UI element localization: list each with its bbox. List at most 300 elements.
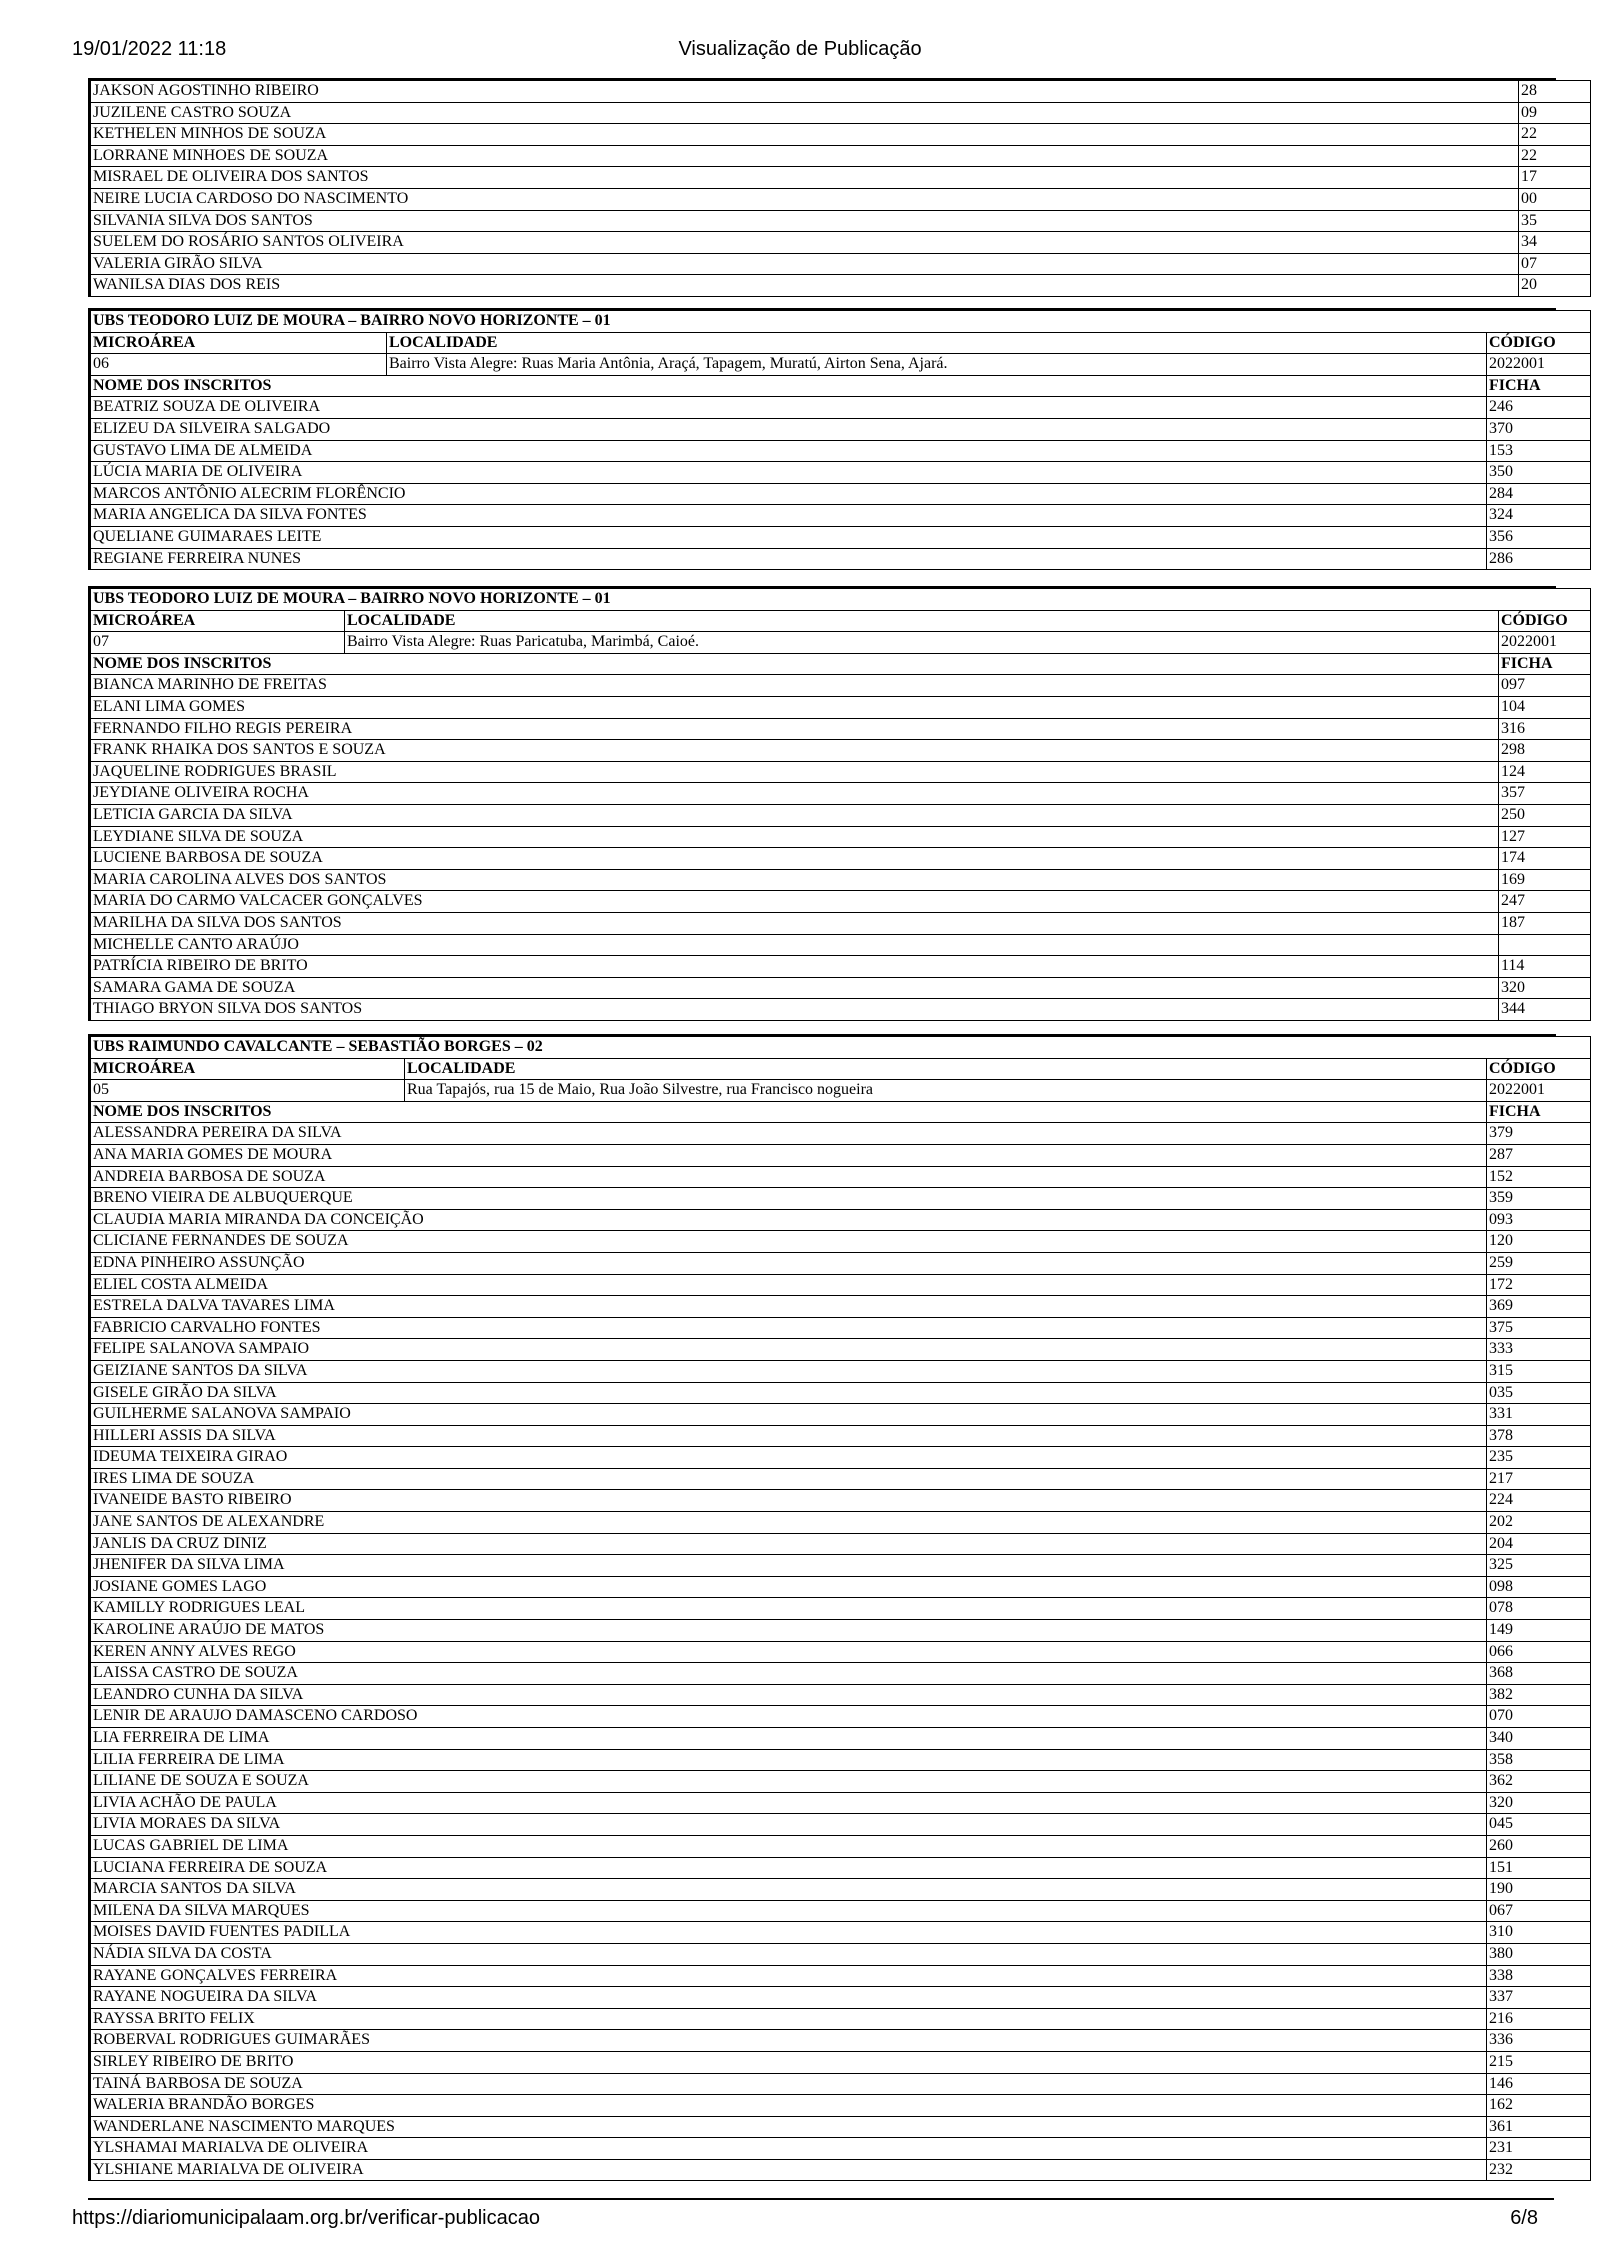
form-number: 215 — [1487, 2051, 1591, 2073]
column-header-codigo: CÓDIGO — [1487, 332, 1591, 354]
table-row — [91, 1728, 1591, 1750]
table-row — [91, 2008, 1591, 2030]
table-row — [91, 1144, 1591, 1166]
column-header-microarea: MICROÁREA — [91, 610, 345, 632]
form-number: 120 — [1487, 1231, 1591, 1253]
form-number: 35 — [1519, 210, 1591, 232]
table-row — [91, 462, 1591, 484]
table-row — [91, 1490, 1591, 1512]
form-number — [1499, 934, 1591, 956]
registrant-name: LETICIA GARCIA DA SILVA — [91, 804, 1499, 826]
section-ubs-raimundo-05 — [88, 1034, 1556, 2181]
table-row — [91, 1209, 1591, 1231]
table-row — [91, 232, 1591, 254]
page-bottom-rule — [88, 2198, 1554, 2200]
form-number: 320 — [1487, 1792, 1591, 1814]
microarea-value: 07 — [91, 632, 345, 654]
form-number: 378 — [1487, 1425, 1591, 1447]
microarea-row — [91, 354, 1591, 376]
registrant-name: LUCIENE BARBOSA DE SOUZA — [91, 848, 1499, 870]
table-row — [91, 210, 1591, 232]
registrant-name: QUELIANE GUIMARAES LEITE — [91, 526, 1487, 548]
form-number: 098 — [1487, 1576, 1591, 1598]
registrant-name: LAISSA CASTRO DE SOUZA — [91, 1663, 1487, 1685]
form-number: 162 — [1487, 2095, 1591, 2117]
form-number: 224 — [1487, 1490, 1591, 1512]
registrant-name: TAINÁ BARBOSA DE SOUZA — [91, 2073, 1487, 2095]
registrant-name: MARIA DO CARMO VALCACER GONÇALVES — [91, 891, 1499, 913]
registrant-name: MARILHA DA SILVA DOS SANTOS — [91, 912, 1499, 934]
registrant-name: SUELEM DO ROSÁRIO SANTOS OLIVEIRA — [91, 232, 1519, 254]
form-number: 035 — [1487, 1382, 1591, 1404]
registrant-name: LENIR DE ARAUJO DAMASCENO CARDOSO — [91, 1706, 1487, 1728]
form-number: 336 — [1487, 2030, 1591, 2052]
form-number: 153 — [1487, 440, 1591, 462]
section-ubs-teodoro-07 — [88, 586, 1568, 1021]
table-row — [91, 102, 1591, 124]
column-header-microarea: MICROÁREA — [91, 1058, 405, 1080]
table-row — [91, 2138, 1591, 2160]
section-title: UBS TEODORO LUIZ DE MOURA – BAIRRO NOVO HORIZONTE – 01 — [91, 589, 1591, 611]
form-number: 00 — [1519, 188, 1591, 210]
table-row — [91, 891, 1591, 913]
table-row — [91, 999, 1591, 1021]
form-number: 232 — [1487, 2159, 1591, 2181]
registrant-name: YLSHAMAI MARIALVA DE OLIVEIRA — [91, 2138, 1487, 2160]
table-row — [91, 81, 1591, 103]
form-number: 331 — [1487, 1404, 1591, 1426]
form-number: 333 — [1487, 1339, 1591, 1361]
column-header-codigo: CÓDIGO — [1499, 610, 1591, 632]
header-row — [91, 332, 1591, 354]
registrant-name: BRENO VIEIRA DE ALBUQUERQUE — [91, 1188, 1487, 1210]
form-number: 146 — [1487, 2073, 1591, 2095]
section-ubs-teodoro-06 — [88, 308, 1556, 570]
form-number: 357 — [1499, 783, 1591, 805]
form-number: 149 — [1487, 1620, 1591, 1642]
table-row — [91, 718, 1591, 740]
table-row — [91, 1965, 1591, 1987]
form-number: 375 — [1487, 1317, 1591, 1339]
table-row — [91, 1425, 1591, 1447]
table-row — [91, 1706, 1591, 1728]
registrant-name: WANDERLANE NASCIMENTO MARQUES — [91, 2116, 1487, 2138]
table-row — [91, 1447, 1591, 1469]
registrant-name: LÚCIA MARIA DE OLIVEIRA — [91, 462, 1487, 484]
registrant-name: FERNANDO FILHO REGIS PEREIRA — [91, 718, 1499, 740]
form-number: 358 — [1487, 1749, 1591, 1771]
column-header-ficha: FICHA — [1487, 375, 1591, 397]
form-number: 246 — [1487, 397, 1591, 419]
registrant-name: JHENIFER DA SILVA LIMA — [91, 1555, 1487, 1577]
localidade-value: Rua Tapajós, rua 15 de Maio, Rua João Silvestre, rua Francisco nogueira — [405, 1080, 1487, 1102]
form-number: 298 — [1499, 740, 1591, 762]
registrant-name: WALERIA BRANDÃO BORGES — [91, 2095, 1487, 2117]
column-header-ficha: FICHA — [1487, 1101, 1591, 1123]
names-header-row — [91, 375, 1591, 397]
form-number: 340 — [1487, 1728, 1591, 1750]
table-row — [91, 1317, 1591, 1339]
names-header-row — [91, 1101, 1591, 1123]
form-number: 070 — [1487, 1706, 1591, 1728]
column-header-microarea: MICROÁREA — [91, 332, 387, 354]
form-number: 316 — [1499, 718, 1591, 740]
form-number: 127 — [1499, 826, 1591, 848]
registrant-name: MARIA CAROLINA ALVES DOS SANTOS — [91, 869, 1499, 891]
form-number: 361 — [1487, 2116, 1591, 2138]
form-number: 22 — [1519, 124, 1591, 146]
section-title-row — [91, 1037, 1591, 1059]
form-number: 172 — [1487, 1274, 1591, 1296]
form-number: 078 — [1487, 1598, 1591, 1620]
registrant-name: MARCIA SANTOS DA SILVA — [91, 1879, 1487, 1901]
table-row — [91, 1857, 1591, 1879]
table-row — [91, 1382, 1591, 1404]
table-row — [91, 2073, 1591, 2095]
table-row — [91, 1468, 1591, 1490]
table-row — [91, 418, 1591, 440]
table-row — [91, 977, 1591, 999]
column-header-ficha: FICHA — [1499, 653, 1591, 675]
header-row — [91, 610, 1591, 632]
form-number: 190 — [1487, 1879, 1591, 1901]
table-row — [91, 675, 1591, 697]
registrant-name: HILLERI ASSIS DA SILVA — [91, 1425, 1487, 1447]
registrant-name: RAYANE NOGUEIRA DA SILVA — [91, 1987, 1487, 2009]
microarea-value: 06 — [91, 354, 387, 376]
registrant-name: NÁDIA SILVA DA COSTA — [91, 1943, 1487, 1965]
table-row — [91, 1943, 1591, 1965]
registrant-name: CLAUDIA MARIA MIRANDA DA CONCEIÇÃO — [91, 1209, 1487, 1231]
form-number: 22 — [1519, 145, 1591, 167]
column-header-localidade: LOCALIDADE — [387, 332, 1487, 354]
registrant-name: VALERIA GIRÃO SILVA — [91, 253, 1519, 275]
registrant-name: JAKSON AGOSTINHO RIBEIRO — [91, 81, 1519, 103]
page-footer — [0, 2207, 1600, 2237]
registrant-name: BIANCA MARINHO DE FREITAS — [91, 675, 1499, 697]
table-row — [91, 1404, 1591, 1426]
form-number: 310 — [1487, 1922, 1591, 1944]
page-header — [0, 38, 1600, 68]
registrant-name: LILIA FERREIRA DE LIMA — [91, 1749, 1487, 1771]
registrant-name: KETHELEN MINHOS DE SOUZA — [91, 124, 1519, 146]
table-row — [91, 2116, 1591, 2138]
table-row — [91, 826, 1591, 848]
codigo-value: 2022001 — [1487, 354, 1591, 376]
registrant-name: ELANI LIMA GOMES — [91, 696, 1499, 718]
table-row — [91, 1274, 1591, 1296]
registrant-name: IRES LIMA DE SOUZA — [91, 1468, 1487, 1490]
codigo-value: 2022001 — [1499, 632, 1591, 654]
table-row — [91, 848, 1591, 870]
registrant-name: REGIANE FERREIRA NUNES — [91, 548, 1487, 570]
column-header-localidade: LOCALIDADE — [405, 1058, 1487, 1080]
page-number: 6/8 — [1510, 2207, 1538, 2229]
registrant-name: MICHELLE CANTO ARAÚJO — [91, 934, 1499, 956]
table-row — [91, 2051, 1591, 2073]
form-number: 07 — [1519, 253, 1591, 275]
form-number: 231 — [1487, 2138, 1591, 2160]
form-number: 216 — [1487, 2008, 1591, 2030]
form-number: 28 — [1519, 81, 1591, 103]
table-row — [91, 1296, 1591, 1318]
registrant-name: THIAGO BRYON SILVA DOS SANTOS — [91, 999, 1499, 1021]
table-row — [91, 1835, 1591, 1857]
table-row — [91, 934, 1591, 956]
table-row — [91, 548, 1591, 570]
registrant-name: JAQUELINE RODRIGUES BRASIL — [91, 761, 1499, 783]
table-row — [91, 1684, 1591, 1706]
registrant-name: MOISES DAVID FUENTES PADILLA — [91, 1922, 1487, 1944]
form-number: 202 — [1487, 1512, 1591, 1534]
registrant-name: BEATRIZ SOUZA DE OLIVEIRA — [91, 397, 1487, 419]
registrant-name: JANE SANTOS DE ALEXANDRE — [91, 1512, 1487, 1534]
registrant-name: JUZILENE CASTRO SOUZA — [91, 102, 1519, 124]
table-row — [91, 505, 1591, 527]
form-number: 369 — [1487, 1296, 1591, 1318]
table-row — [91, 1555, 1591, 1577]
form-number: 235 — [1487, 1447, 1591, 1469]
form-number: 20 — [1519, 275, 1591, 297]
table-row — [91, 1620, 1591, 1642]
registrant-name: KEREN ANNY ALVES REGO — [91, 1641, 1487, 1663]
registrant-name: KAMILLY RODRIGUES LEAL — [91, 1598, 1487, 1620]
form-number: 259 — [1487, 1252, 1591, 1274]
form-number: 325 — [1487, 1555, 1591, 1577]
continuation-table — [88, 78, 1556, 297]
table-row — [91, 1123, 1591, 1145]
registrant-name: WANILSA DIAS DOS REIS — [91, 275, 1519, 297]
header-row — [91, 1058, 1591, 1080]
table-row — [91, 1360, 1591, 1382]
registrant-name: FABRICIO CARVALHO FONTES — [91, 1317, 1487, 1339]
registrant-name: EDNA PINHEIRO ASSUNÇÃO — [91, 1252, 1487, 1274]
form-number: 151 — [1487, 1857, 1591, 1879]
registrant-name: ALESSANDRA PEREIRA DA SILVA — [91, 1123, 1487, 1145]
column-header-nome: NOME DOS INSCRITOS — [91, 375, 1487, 397]
table-row — [91, 1814, 1591, 1836]
table-row — [91, 167, 1591, 189]
microarea-row — [91, 632, 1591, 654]
form-number: 152 — [1487, 1166, 1591, 1188]
registrant-name: NEIRE LUCIA CARDOSO DO NASCIMENTO — [91, 188, 1519, 210]
form-number: 315 — [1487, 1360, 1591, 1382]
registrant-name: CLICIANE FERNANDES DE SOUZA — [91, 1231, 1487, 1253]
table-row — [91, 526, 1591, 548]
registrant-name: RAYSSA BRITO FELIX — [91, 2008, 1487, 2030]
table-row — [91, 275, 1591, 297]
registrant-name: ESTRELA DALVA TAVARES LIMA — [91, 1296, 1487, 1318]
table-row — [91, 483, 1591, 505]
table-row — [91, 1641, 1591, 1663]
table-row — [91, 696, 1591, 718]
registrant-name: MARIA ANGELICA DA SILVA FONTES — [91, 505, 1487, 527]
registrant-name: ROBERVAL RODRIGUES GUIMARÃES — [91, 2030, 1487, 2052]
table-row — [91, 2159, 1591, 2181]
registrant-name: MISRAEL DE OLIVEIRA DOS SANTOS — [91, 167, 1519, 189]
form-number: 284 — [1487, 483, 1591, 505]
table-row — [91, 2030, 1591, 2052]
form-number: 247 — [1499, 891, 1591, 913]
registrant-name: GISELE GIRÃO DA SILVA — [91, 1382, 1487, 1404]
registrant-name: PATRÍCIA RIBEIRO DE BRITO — [91, 956, 1499, 978]
table-row — [91, 1749, 1591, 1771]
section-title-row — [91, 311, 1591, 333]
registrant-name: ANDREIA BARBOSA DE SOUZA — [91, 1166, 1487, 1188]
form-number: 356 — [1487, 526, 1591, 548]
print-datetime: 19/01/2022 11:18 — [72, 38, 227, 60]
form-number: 17 — [1519, 167, 1591, 189]
form-number: 066 — [1487, 1641, 1591, 1663]
form-number: 09 — [1519, 102, 1591, 124]
table-row — [91, 1771, 1591, 1793]
registrant-name: LUCAS GABRIEL DE LIMA — [91, 1835, 1487, 1857]
source-url: https://diariomunicipalaam.org.br/verificar-publicacao — [72, 2207, 540, 2229]
registrant-name: LORRANE MINHOES DE SOUZA — [91, 145, 1519, 167]
page-title: Visualização de Publicação — [678, 38, 922, 60]
registrant-name: LILIANE DE SOUZA E SOUZA — [91, 1771, 1487, 1793]
form-number: 379 — [1487, 1123, 1591, 1145]
column-header-nome: NOME DOS INSCRITOS — [91, 1101, 1487, 1123]
table-row — [91, 2095, 1591, 2117]
table-row — [91, 761, 1591, 783]
section-title: UBS TEODORO LUIZ DE MOURA – BAIRRO NOVO HORIZONTE – 01 — [91, 311, 1591, 333]
form-number: 204 — [1487, 1533, 1591, 1555]
table-row — [91, 1987, 1591, 2009]
table-row — [91, 1792, 1591, 1814]
table-row — [91, 956, 1591, 978]
table-row — [91, 869, 1591, 891]
form-number: 187 — [1499, 912, 1591, 934]
registrant-name: LEANDRO CUNHA DA SILVA — [91, 1684, 1487, 1706]
registrant-name: YLSHIANE MARIALVA DE OLIVEIRA — [91, 2159, 1487, 2181]
registrant-name: FRANK RHAIKA DOS SANTOS E SOUZA — [91, 740, 1499, 762]
localidade-value: Bairro Vista Alegre: Ruas Maria Antônia, Araçá, Tapagem, Muratú, Airton Sena, Ajará. — [387, 354, 1487, 376]
table-row — [91, 253, 1591, 275]
table-row — [91, 1231, 1591, 1253]
registrant-name: MARCOS ANTÔNIO ALECRIM FLORÊNCIO — [91, 483, 1487, 505]
registrant-name: IDEUMA TEIXEIRA GIRAO — [91, 1447, 1487, 1469]
form-number: 097 — [1499, 675, 1591, 697]
table-row — [91, 912, 1591, 934]
table-row — [91, 1663, 1591, 1685]
registrant-name: SILVANIA SILVA DOS SANTOS — [91, 210, 1519, 232]
codigo-value: 2022001 — [1487, 1080, 1591, 1102]
registrant-name: LEYDIANE SILVA DE SOUZA — [91, 826, 1499, 848]
registrant-name: LIVIA ACHÃO DE PAULA — [91, 1792, 1487, 1814]
form-number: 114 — [1499, 956, 1591, 978]
table-row — [91, 1879, 1591, 1901]
form-number: 287 — [1487, 1144, 1591, 1166]
form-number: 362 — [1487, 1771, 1591, 1793]
registrant-name: LUCIANA FERREIRA DE SOUZA — [91, 1857, 1487, 1879]
registrant-name: GEIZIANE SANTOS DA SILVA — [91, 1360, 1487, 1382]
form-number: 344 — [1499, 999, 1591, 1021]
form-number: 093 — [1487, 1209, 1591, 1231]
localidade-value: Bairro Vista Alegre: Ruas Paricatuba, Marimbá, Caioé. — [345, 632, 1499, 654]
names-header-row — [91, 653, 1591, 675]
form-number: 286 — [1487, 548, 1591, 570]
form-number: 359 — [1487, 1188, 1591, 1210]
form-number: 380 — [1487, 1943, 1591, 1965]
table-row — [91, 1900, 1591, 1922]
microarea-value: 05 — [91, 1080, 405, 1102]
form-number: 169 — [1499, 869, 1591, 891]
registrant-name: JEYDIANE OLIVEIRA ROCHA — [91, 783, 1499, 805]
continuation-rows — [91, 81, 1591, 297]
table-row — [91, 740, 1591, 762]
form-number: 174 — [1499, 848, 1591, 870]
form-number: 324 — [1487, 505, 1591, 527]
table-row — [91, 1339, 1591, 1361]
table-row — [91, 1922, 1591, 1944]
form-number: 045 — [1487, 1814, 1591, 1836]
table-row — [91, 1166, 1591, 1188]
table-row — [91, 804, 1591, 826]
form-number: 382 — [1487, 1684, 1591, 1706]
registrant-name: SAMARA GAMA DE SOUZA — [91, 977, 1499, 999]
registrant-name: LIA FERREIRA DE LIMA — [91, 1728, 1487, 1750]
registrant-name: ELIEL COSTA ALMEIDA — [91, 1274, 1487, 1296]
table-row — [91, 1576, 1591, 1598]
table-row — [91, 397, 1591, 419]
form-number: 34 — [1519, 232, 1591, 254]
table-row — [91, 188, 1591, 210]
registrant-name: JOSIANE GOMES LAGO — [91, 1576, 1487, 1598]
table-row — [91, 783, 1591, 805]
form-number: 104 — [1499, 696, 1591, 718]
column-header-nome: NOME DOS INSCRITOS — [91, 653, 1499, 675]
table-row — [91, 1598, 1591, 1620]
form-number: 320 — [1499, 977, 1591, 999]
table-row — [91, 1188, 1591, 1210]
form-number: 350 — [1487, 462, 1591, 484]
table-row — [91, 1252, 1591, 1274]
form-number: 124 — [1499, 761, 1591, 783]
form-number: 250 — [1499, 804, 1591, 826]
registrant-name: FELIPE SALANOVA SAMPAIO — [91, 1339, 1487, 1361]
table-row — [91, 1512, 1591, 1534]
form-number: 217 — [1487, 1468, 1591, 1490]
registrant-name: SIRLEY RIBEIRO DE BRITO — [91, 2051, 1487, 2073]
registrant-name: ELIZEU DA SILVEIRA SALGADO — [91, 418, 1487, 440]
table-row — [91, 1533, 1591, 1555]
column-header-codigo: CÓDIGO — [1487, 1058, 1591, 1080]
form-number: 370 — [1487, 418, 1591, 440]
registrant-name: GUSTAVO LIMA DE ALMEIDA — [91, 440, 1487, 462]
microarea-row — [91, 1080, 1591, 1102]
registrant-name: RAYANE GONÇALVES FERREIRA — [91, 1965, 1487, 1987]
form-number: 260 — [1487, 1835, 1591, 1857]
registrant-name: KAROLINE ARAÚJO DE MATOS — [91, 1620, 1487, 1642]
form-number: 338 — [1487, 1965, 1591, 1987]
table-row — [91, 440, 1591, 462]
registrant-name: IVANEIDE BASTO RIBEIRO — [91, 1490, 1487, 1512]
section-title-row — [91, 589, 1591, 611]
registrant-name: JANLIS DA CRUZ DINIZ — [91, 1533, 1487, 1555]
registrant-name: GUILHERME SALANOVA SAMPAIO — [91, 1404, 1487, 1426]
form-number: 067 — [1487, 1900, 1591, 1922]
form-number: 368 — [1487, 1663, 1591, 1685]
table-row — [91, 124, 1591, 146]
form-number: 337 — [1487, 1987, 1591, 2009]
table-row — [91, 145, 1591, 167]
registrant-name: LIVIA MORAES DA SILVA — [91, 1814, 1487, 1836]
section-title: UBS RAIMUNDO CAVALCANTE – SEBASTIÃO BORGES – 02 — [91, 1037, 1591, 1059]
column-header-localidade: LOCALIDADE — [345, 610, 1499, 632]
registrant-name: ANA MARIA GOMES DE MOURA — [91, 1144, 1487, 1166]
registrant-name: MILENA DA SILVA MARQUES — [91, 1900, 1487, 1922]
